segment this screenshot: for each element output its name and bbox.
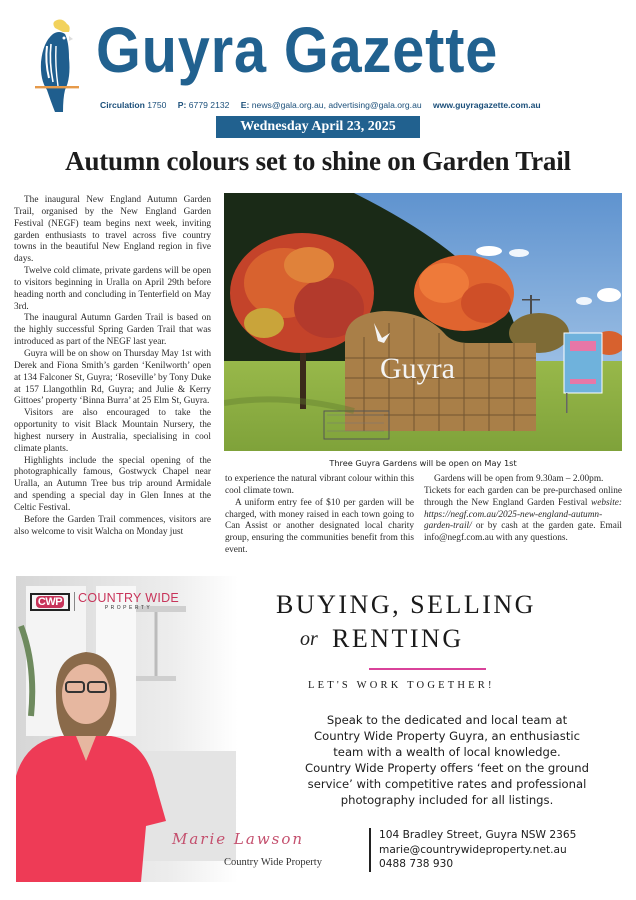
ad-body-line: Country Wide Property Guyra, an enthusiastic [314,729,580,743]
masthead-title: Guyra Gazette [96,14,499,86]
cockatoo-logo-icon [33,16,83,116]
agent-contact [379,828,576,872]
sign-text: Guyra [380,352,455,385]
accent-divider [369,668,486,670]
ad-body-line: team with a wealth of local knowledge. [333,745,561,759]
logo-name: COUNTRY WIDE [78,591,180,605]
circulation-label: Circulation [100,100,145,110]
paragraph: to experience the natural vibrant colour within this cool climate town. [225,474,414,496]
logo-mark-text: CWP [37,595,63,608]
phone-label: P: [177,100,187,110]
signature-company: Country Wide Property [224,857,322,868]
ad-body-line: photography included for all listings. [340,793,554,807]
ad-tagline: LET'S WORK TOGETHER! [308,680,495,691]
paragraph: Highlights include the special opening of the photographically famous, Gostwyck Chapel near Uralla, an Autumn Tree bus trip around Armidale and spending a special day in Glen Innes at the Celtic Festival. [14,455,211,513]
company-logo [30,592,179,611]
issue-date: Wednesday April 23, 2025 [216,116,420,138]
article-photo [224,193,622,451]
text: or by cash at the garden gate. Email info@negf.com.au with any questions. [424,521,622,544]
paragraph: The inaugural New England Autumn Garden Trail, organised by the New England Garden Festival (NEGF) team begins next week, inviting garden enthusiasts to travel across five country towns in the beautiful New England region in five days. [14,195,211,265]
paragraph: Gardens will be open from 9.30am – 2.00pm. [434,474,604,484]
agent-signature: Marie Lawson [172,830,305,848]
paragraph: Visitors are also encouraged to take the opportunity to visit Black Mountain Nursery, the highest nursery in Australia, specialising in cool climate plants. [14,408,211,454]
article-column-1 [14,195,211,538]
ad-headline-line2: RENTING [332,624,464,653]
cwp-mark [30,593,70,611]
article-column-3 [424,474,622,545]
article-headline: Autumn colours set to shine on Garden Trail [65,146,571,176]
paragraph: A uniform entry fee of $10 per garden will be charged, with money raised in each town going to Can Assist or another designated local charity group, ensuring the communities benefit from this event. [225,497,414,556]
paragraph: Twelve cold climate, private gardens will be open to visitors beginning in Uralla on April 29th before heading north and concluding in Tenterfield on May 3rd. [14,266,211,312]
ad-body-line: Speak to the dedicated and local team at [326,713,568,727]
website-link[interactable]: www.guyragazette.com.au [433,100,541,110]
ad-body-line: Country Wide Property offers ‘feet on the ground [305,761,589,775]
contact-divider [369,828,371,872]
article-column-2 [225,474,414,557]
website-link[interactable]: website: https://negf.com.au/2025-new-england-autumn-garden-trail/ [424,497,622,532]
paragraph [424,486,622,545]
phone-value: 6779 2132 [188,100,230,110]
masthead-contact-line [100,100,541,110]
email-value[interactable]: news@gala.org.au, advertising@gala.org.au [251,100,422,110]
circulation-value: 1750 [147,100,167,110]
ad-headline-or: or [300,628,318,650]
photo-caption: Three Guyra Gardens will be open on May 1st [329,458,517,468]
ad-body-text [262,712,632,808]
agent-address: 104 Bradley Street, Guyra NSW 2365 [379,829,577,841]
text: Tickets for each garden can be pre-purchased online through the New England Garden Festival [424,485,622,508]
ad-body-line: service’ with competitive rates and professional [307,777,587,791]
logo-wordmark [74,592,179,611]
paragraph: The inaugural Autumn Garden Trail is based on the highly successful Spring Garden Trail that was introduced as part of the NEGF last year. [14,313,211,348]
agent-email[interactable]: marie@countrywideproperty.net.au [379,843,567,856]
paragraph: Before the Garden Trail commences, visitors are also welcome to visit Walcha on Monday just [14,514,211,537]
paragraph: Guyra will be on show on Thursday May 1st with Derek and Fiona Smith’s garden ‘Kenilworth’ open at 134 Falconer St, Guyra; ‘Roseville’ by Tony Duke at 157 Llangothlin Rd, Guyra; and Julie & Kerry Gittoes’ property ‘Binna Burra’ at 25 Elm St, Guyra. [14,348,211,407]
agent-phone[interactable]: 0488 738 930 [379,858,454,870]
email-label: E: [240,100,250,110]
logo-sub: PROPERTY [104,605,153,611]
ad-headline-line1: BUYING, SELLING [276,590,536,619]
